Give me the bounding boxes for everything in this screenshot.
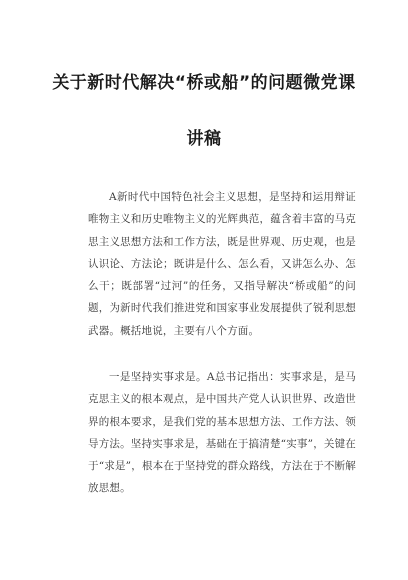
document-title-continued: 讲稿	[186, 129, 222, 149]
document-title: 关于新时代解决“桥或船”的问题微党课	[52, 73, 356, 93]
body-paragraph: 一是坚持实事求是。A总书记指出：实事求是，是马克思主义的根本观点，是中国共产党人认识世界、改造世界的根本要求，是我们党的基本思想方法、工作方法、领导方法。坚持实事求是，基础在于搞清楚“实事”，关键在于“求是”，根本在于坚持党的群众路线，方法在于不断解放思想。	[88, 371, 356, 495]
body-paragraph: A新时代中国特色社会主义思想，是坚持和运用辩证唯物主义和历史唯物主义的光辉典范，蕴含着丰富的马克思主义思想方法和工作方法，既是世界观、历史观，也是认识论、方法论；既讲是什么、怎么看，又讲怎么办、怎么干；既部署“过河”的任务，又指导解决“桥或船”的问题，为新时代我们推进党和国家事业发展提供了锐利思想武器。概括地说，主要有八个方面。	[88, 191, 356, 337]
